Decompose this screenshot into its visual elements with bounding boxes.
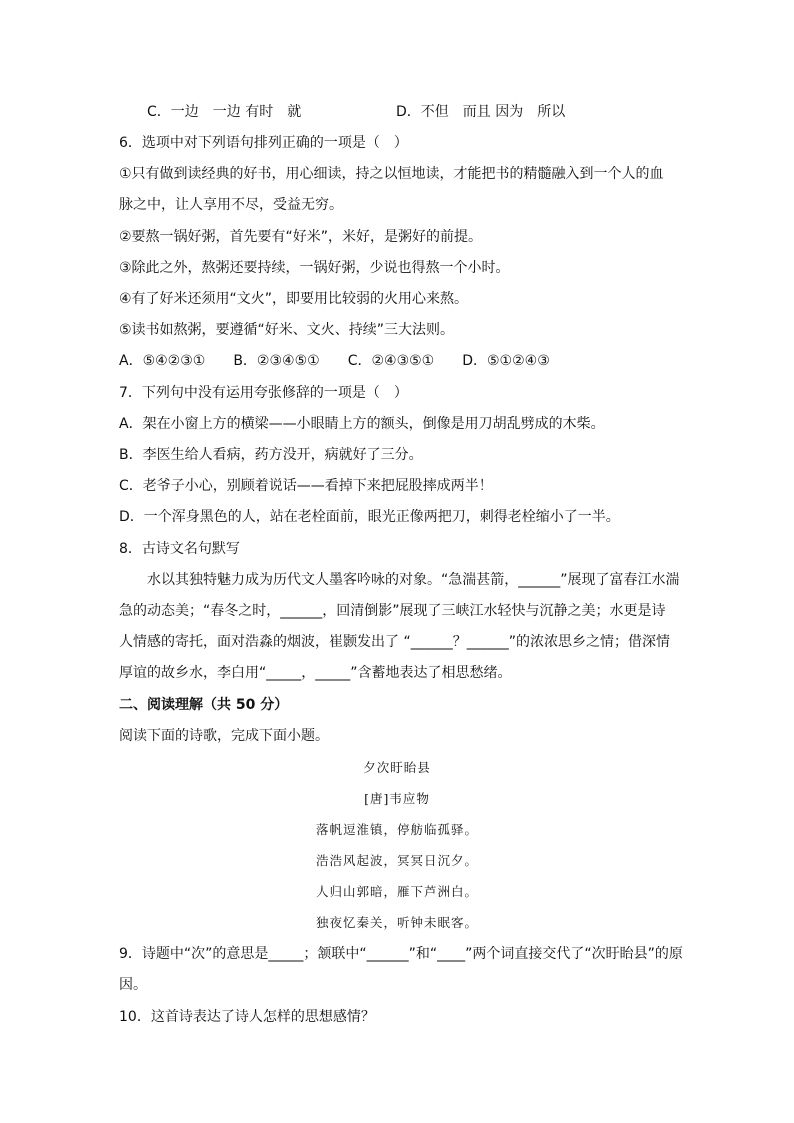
q6-sentence-3: ③除此之外，熬粥还要持续，一锅好粥，少说也得熬一个小时。	[119, 260, 510, 276]
q8-line-4: 厚谊的故乡水，李白用“_____，_____”含蓄地表达了相思愁绪。	[119, 665, 512, 681]
q8-line-2: 急的动态美；“春冬之时，______，回清倒影”展现了三峡江水轻快与沉静之美；水更是诗	[119, 603, 666, 619]
q5-option-c: C．一边 一边 有时 就	[147, 104, 302, 120]
q7-option-d: D．一个浑身黑色的人，站在老栓面前，眼光正像两把刀，刺得老栓缩小了一半。	[119, 509, 620, 525]
q7-option-b: B．李医生给人看病，药方没开，病就好了三分。	[119, 447, 423, 463]
q10-stem: 10．这首诗表达了诗人怎样的思想感情？	[119, 1009, 375, 1025]
poem-line-4: 独夜忆秦关，听钟未眠客。	[315, 915, 478, 930]
q7-option-a: A．架在小窗上方的横梁——小眼睛上方的额头，倒像是用刀胡乱劈成的木柴。	[119, 416, 605, 432]
q8-line-3: 人情感的寄托，面对浩淼的烟波，崔颢发出了 “______？______”的浓浓思乡之情；借深情	[119, 634, 670, 650]
q6-options: A．⑤④②③① B．②③④⑤① C．②④③⑤① D．⑤①②④③	[119, 353, 550, 369]
q9-line-1: 9．诗题中“次”的意思是_____；颔联中“______”和“____”两个词直接交代了“次盱眙县”的原	[119, 946, 683, 962]
q6-sentence-1b: 脉之中，让人享用不尽，受益无穷。	[119, 197, 343, 213]
poem-author: [唐]韦应物	[364, 791, 430, 806]
q7-stem: 7．下列句中没有运用夸张修辞的一项是（ ）	[119, 385, 408, 401]
q9-line-2: 因。	[119, 977, 147, 993]
poem-line-1: 落帆逗淮镇，停舫临孤驿。	[315, 822, 478, 837]
poem-title: 夕次盱眙县	[363, 760, 431, 775]
q7-option-c: C．老爷子小心，别顾着说话——看掉下来把屁股摔成两半！	[119, 478, 493, 494]
q6-sentence-5: ⑤读书如熬粥，要遵循“好米、文火、持续”三大法则。	[119, 322, 455, 338]
q6-sentence-1a: ①只有做到读经典的好书，用心细读，持之以恒地读，才能把书的精髓融入到一个人的血	[119, 166, 664, 182]
q6-sentence-2: ②要熬一锅好粥，首先要有“好米”，米好，是粥好的前提。	[119, 229, 483, 245]
poem-line-2: 浩浩风起波，冥冥日沉夕。	[315, 853, 478, 868]
q6-sentence-4: ④有了好米还须用“文火”，即要用比较弱的火用心来熬。	[119, 291, 469, 307]
section-2-title: 二、阅读理解（共 50 分）	[119, 697, 289, 713]
q8-stem: 8．古诗文名句默写	[119, 541, 240, 557]
poem-line-3: 人归山郭暗，雁下芦洲白。	[315, 884, 478, 899]
section-2-intro: 阅读下面的诗歌，完成下面小题。	[119, 728, 329, 744]
q6-stem: 6．选项中对下列语句排列正确的一项是（ ）	[119, 135, 408, 151]
q5-option-d: D．不但 而且 因为 所以	[396, 104, 566, 120]
q5-options-row	[147, 102, 566, 122]
q8-line-1: 水以其独特魅力成为历代文人墨客吟咏的对象。“急湍甚箭，______”展现了富春江水湍	[147, 572, 680, 588]
